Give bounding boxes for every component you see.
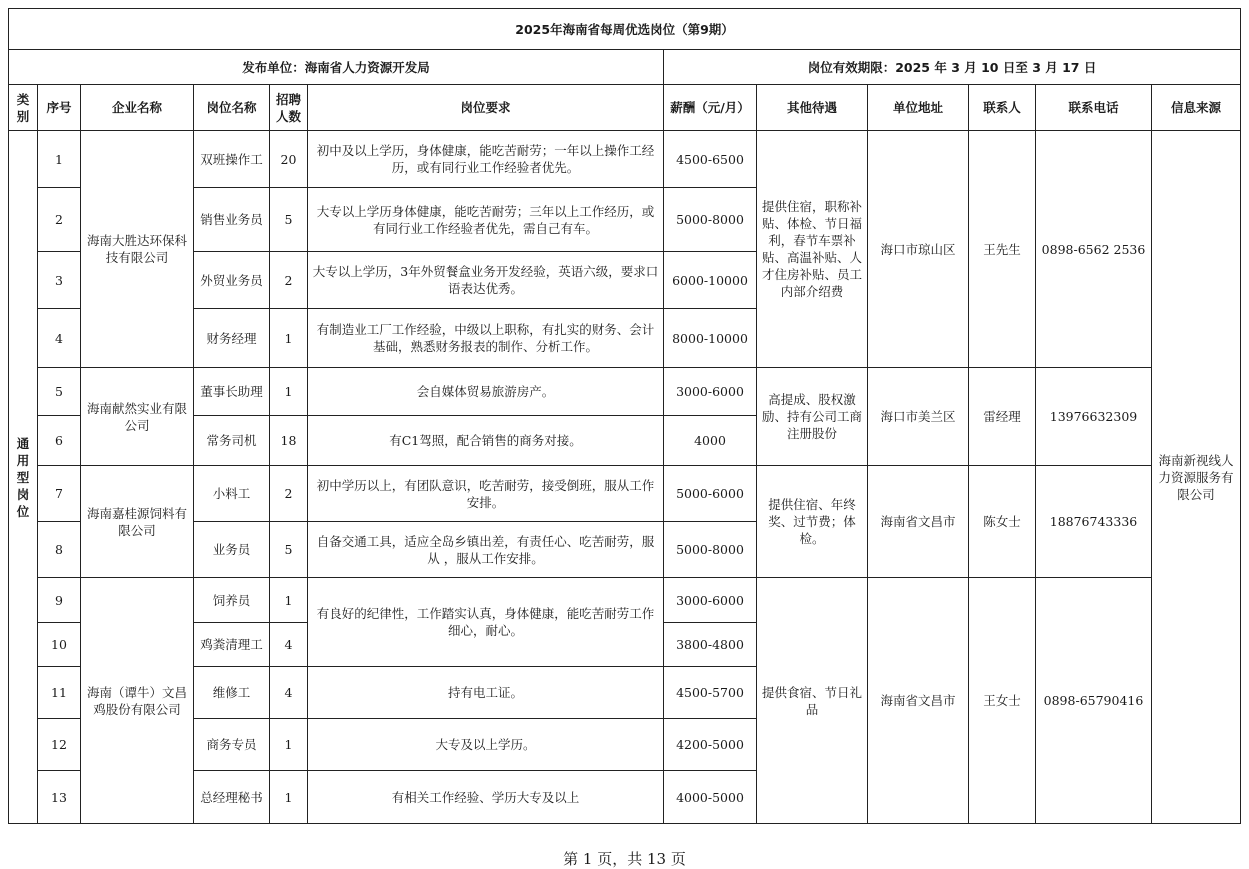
salary: 4000 <box>664 416 757 466</box>
table-row <box>9 368 1241 416</box>
headcount: 5 <box>270 188 308 252</box>
position-name: 销售业务员 <box>194 188 270 252</box>
col-source: 信息来源 <box>1152 85 1241 131</box>
requirement: 有良好的纪律性，工作踏实认真，身体健康，能吃苦耐劳工作细心，耐心。 <box>308 578 664 667</box>
row-index: 1 <box>38 131 81 188</box>
benefits: 提供住宿，职称补贴、体检、节日福利，春节车票补贴、高温补贴、人才住房补贴、员工内部介绍费 <box>757 131 868 368</box>
company-name: 海南（谭牛）文昌鸡股份有限公司 <box>81 578 194 824</box>
headcount: 1 <box>270 771 308 824</box>
contact-person: 陈女士 <box>969 466 1036 578</box>
address: 海南省文昌市 <box>868 578 969 824</box>
requirement: 有相关工作经验、学历大专及以上 <box>308 771 664 824</box>
salary: 8000-10000 <box>664 309 757 368</box>
requirement: 大专以上学历，3年外贸餐盒业务开发经验，英语六级，要求口语表达优秀。 <box>308 252 664 309</box>
col-category: 类别 <box>9 85 38 131</box>
requirement: 有制造业工厂工作经验，中级以上职称，有扎实的财务、会计基础，熟悉财务报表的制作、分析工作。 <box>308 309 664 368</box>
row-index: 13 <box>38 771 81 824</box>
headcount: 20 <box>270 131 308 188</box>
requirement: 大专及以上学历。 <box>308 719 664 771</box>
table-row <box>9 466 1241 522</box>
benefits: 提供食宿、节日礼品 <box>757 578 868 824</box>
requirement: 有C1驾照，配合销售的商务对接。 <box>308 416 664 466</box>
row-index: 10 <box>38 623 81 667</box>
position-name: 董事长助理 <box>194 368 270 416</box>
phone-number: 13976632309 <box>1036 368 1152 466</box>
address: 海南省文昌市 <box>868 466 969 578</box>
col-position: 岗位名称 <box>194 85 270 131</box>
requirement: 自备交通工具，适应全岛乡镇出差，有责任心、吃苦耐劳，服从 ，服从工作安排。 <box>308 522 664 578</box>
benefits: 高提成、股权激励、持有公司工商注册股份 <box>757 368 868 466</box>
position-name: 双班操作工 <box>194 131 270 188</box>
table-row <box>9 131 1241 188</box>
row-index: 6 <box>38 416 81 466</box>
headcount: 2 <box>270 466 308 522</box>
page-footer: 第 1 页，共 13 页 <box>563 850 686 868</box>
position-name: 财务经理 <box>194 309 270 368</box>
row-index: 11 <box>38 667 81 719</box>
table-row <box>9 578 1241 623</box>
col-requirement: 岗位要求 <box>308 85 664 131</box>
headcount: 4 <box>270 667 308 719</box>
row-index: 8 <box>38 522 81 578</box>
position-name: 维修工 <box>194 667 270 719</box>
phone-number: 18876743336 <box>1036 466 1152 578</box>
headcount: 4 <box>270 623 308 667</box>
benefits: 提供住宿、年终奖、过节费；体检。 <box>757 466 868 578</box>
requirement: 初中及以上学历，身体健康，能吃苦耐劳；一年以上操作工经历，或有同行业工作经验者优先。 <box>308 131 664 188</box>
row-index: 3 <box>38 252 81 309</box>
col-index: 序号 <box>38 85 81 131</box>
salary: 4200-5000 <box>664 719 757 771</box>
row-index: 2 <box>38 188 81 252</box>
contact-person: 雷经理 <box>969 368 1036 466</box>
salary: 3800-4800 <box>664 623 757 667</box>
position-name: 总经理秘书 <box>194 771 270 824</box>
category-label: 通用型岗位 <box>16 435 30 519</box>
row-index: 9 <box>38 578 81 623</box>
category-cell <box>9 131 38 824</box>
phone-number: 0898-65790416 <box>1036 578 1152 824</box>
headcount: 1 <box>270 578 308 623</box>
requirement: 初中学历以上，有团队意识，吃苦耐劳，接受倒班，服从工作安排。 <box>308 466 664 522</box>
salary: 6000-10000 <box>664 252 757 309</box>
row-index: 4 <box>38 309 81 368</box>
headcount: 18 <box>270 416 308 466</box>
col-count: 招聘人数 <box>270 85 308 131</box>
position-name: 鸡粪清理工 <box>194 623 270 667</box>
headcount: 5 <box>270 522 308 578</box>
info-source: 海南新视线人力资源服务有限公司 <box>1152 131 1241 824</box>
salary: 4500-5700 <box>664 667 757 719</box>
headcount: 2 <box>270 252 308 309</box>
position-name: 业务员 <box>194 522 270 578</box>
company-name: 海南献然实业有限公司 <box>81 368 194 466</box>
headcount: 1 <box>270 309 308 368</box>
contact-person: 王女士 <box>969 578 1036 824</box>
publisher: 发布单位：海南省人力资源开发局 <box>9 50 664 85</box>
address: 海口市琼山区 <box>868 131 969 368</box>
position-name: 饲养员 <box>194 578 270 623</box>
requirement: 大专以上学历身体健康，能吃苦耐劳；三年以上工作经历，或有同行业工作经验者优先，需自己有车。 <box>308 188 664 252</box>
col-phone: 联系电话 <box>1036 85 1152 131</box>
headcount: 1 <box>270 719 308 771</box>
company-name: 海南大胜达环保科技有限公司 <box>81 131 194 368</box>
table-title: 2025年海南省每周优选岗位（第9期） <box>9 9 1241 50</box>
salary: 5000-8000 <box>664 522 757 578</box>
salary: 3000-6000 <box>664 578 757 623</box>
position-name: 常务司机 <box>194 416 270 466</box>
contact-person: 王先生 <box>969 131 1036 368</box>
salary: 4500-6500 <box>664 131 757 188</box>
address: 海口市美兰区 <box>868 368 969 466</box>
col-address: 单位地址 <box>868 85 969 131</box>
salary: 3000-6000 <box>664 368 757 416</box>
row-index: 7 <box>38 466 81 522</box>
col-salary: 薪酬（元/月） <box>664 85 757 131</box>
salary: 4000-5000 <box>664 771 757 824</box>
position-name: 外贸业务员 <box>194 252 270 309</box>
phone-number: 0898-6562 2536 <box>1036 131 1152 368</box>
col-benefits: 其他待遇 <box>757 85 868 131</box>
requirement: 持有电工证。 <box>308 667 664 719</box>
job-table <box>8 8 1241 824</box>
salary: 5000-8000 <box>664 188 757 252</box>
position-name: 小料工 <box>194 466 270 522</box>
row-index: 5 <box>38 368 81 416</box>
salary: 5000-6000 <box>664 466 757 522</box>
col-contact: 联系人 <box>969 85 1036 131</box>
company-name: 海南嘉桂源饲料有限公司 <box>81 466 194 578</box>
position-name: 商务专员 <box>194 719 270 771</box>
headcount: 1 <box>270 368 308 416</box>
validity-period: 岗位有效期限：2025 年 3 月 10 日至 3 月 17 日 <box>664 50 1241 85</box>
header-row <box>9 85 1241 131</box>
requirement: 会自媒体贸易旅游房产。 <box>308 368 664 416</box>
row-index: 12 <box>38 719 81 771</box>
col-company: 企业名称 <box>81 85 194 131</box>
